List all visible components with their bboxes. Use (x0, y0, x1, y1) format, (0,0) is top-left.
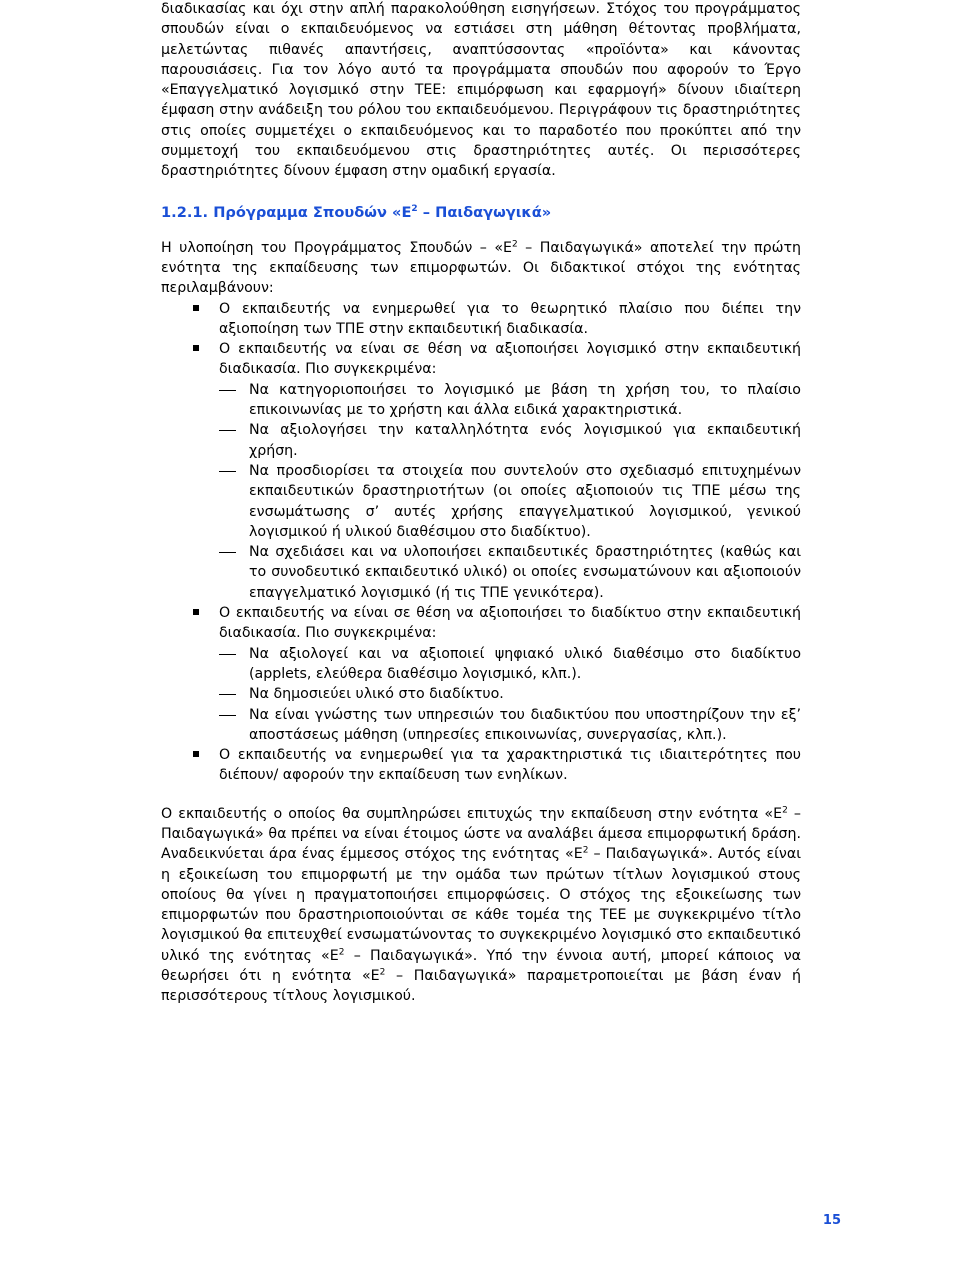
objective-subitems (219, 644, 801, 745)
square-bullet-icon (193, 751, 199, 757)
sub-item: Να κατηγοριοποιήσει το λογισμικό με βάση τη χρήση του, το πλαίσιο επικοινωνίας με το χρήστη και άλλα ειδικά χαρακτηριστικά. (161, 380, 801, 421)
section-intro-paragraph: Η υλοποίηση του Προγράμματος Σπουδών – «$E^2$ – Παιδαγωγικά» αποτελεί την πρώτη ενότητα της εκπαίδευσης των επιμορφωτών. Οι διδακτικοί στόχοι της ενότητας περιλαμβάνουν: (161, 238, 802, 297)
dash-bullet-icon (219, 430, 236, 431)
objective-item: Ο εκπαιδευτής να ενημερωθεί για τα χαρακτηριστικά τις ιδιαιτερότητες που διέπουν/ αφορούν την εκπαίδευση των ενηλίκων. (161, 745, 801, 786)
dash-bullet-icon (219, 552, 236, 553)
sub-item: Να προσδιορίσει τα στοιχεία που συντελούν στο σχεδιασμό επιτυχημένων εκπαιδευτικών δραστηριοτήτων (οι οποίες αξιοποιούν τις ΤΠΕ μέσω της ενσωμάτωσης σ’ αυτές χρήσης επαγγελματικού λογισμικού, γενικού λογισμικού ή υλικού διαθέσιμου στο διαδίκτυο). (161, 461, 801, 542)
dash-bullet-icon (219, 471, 236, 472)
square-bullet-icon (193, 305, 199, 311)
section-number: 1.2.1. (161, 203, 209, 221)
objectives-list (161, 299, 801, 786)
square-bullet-icon (193, 609, 199, 615)
objective-item: Ο εκπαιδευτής να είναι σε θέση να αξιοποιήσει λογισμικό στην εκπαιδευτική διαδικασία. Πιο συγκεκριμένα: Να κατηγοριοποιήσει το λογισμικό με βάση τη χρήση του, το πλαίσιο επικοινωνίας με το χρήστη και άλλα ειδικά χαρακτηριστικά. Να αξιολογήσει την καταλληλότητα ενός λογισμικού για εκπαιδευτική χρήση. Να προσδιορίσει τα στοιχεία που συντελούν στο σχεδιασμό επιτυχημένων εκπαιδευτικών δραστηριοτήτων (οι οποίες αξιοποιούν τις ΤΠΕ μέσω της ενσωμάτωσης σ’ αυτές χρήσης επαγγελματικού λογισμικού, γενικού λογισμικού ή υλικού διαθέσιμου στο διαδίκτυο). Να σχεδιάσει και να υλοποιήσει εκπαιδευτικές δραστηριότητες (καθώς και το συνοδευτικό εκπαιδευτικό υλικό) οι οποίες ενσωματώνουν και αξιοποιούν επαγγελματικό λογισμικό (ή τις ΤΠΕ γενικότερα). (161, 339, 801, 603)
sub-item: Να δημοσιεύει υλικό στο διαδίκτυο. (161, 684, 801, 704)
document-page (161, 0, 801, 1007)
objective-item: Ο εκπαιδευτής να είναι σε θέση να αξιοποιήσει το διαδίκτυο στην εκπαιδευτική διαδικασία. Πιο συγκεκριμένα: Να αξιολογεί και να αξιοποιεί ψηφιακό υλικό διαθέσιμο στο διαδίκτυο (applets, ελεύθερα διαθέσιμο λογισμικό, κλπ.). Να δημοσιεύει υλικό στο διαδίκτυο. Να είναι γνώστης των υπηρεσιών του διαδικτύου που υποστηρίζουν την εξ’ αποστάσεως μάθηση (υπηρεσίες επικοινωνίας, συνεργασίας, κλπ.). (161, 603, 801, 745)
page-number: 15 (822, 1213, 841, 1228)
sub-item: Να αξιολογεί και να αξιοποιεί ψηφιακό υλικό διαθέσιμο στο διαδίκτυο (applets, ελεύθερα διαθέσιμο λογισμικό, κλπ.). (161, 644, 801, 685)
sub-item: Να σχεδιάσει και να υλοποιήσει εκπαιδευτικές δραστηριότητες (καθώς και το συνοδευτικό εκπαιδευτικό υλικό) οι οποίες ενσωματώνουν και αξιοποιούν επαγγελματικό λογισμικό (ή τις ΤΠΕ γενικότερα). (161, 542, 801, 603)
dash-bullet-icon (219, 694, 236, 695)
sub-item: Να είναι γνώστης των υπηρεσιών του διαδικτύου που υποστηρίζουν την εξ’ αποστάσεως μάθηση (υπηρεσίες επικοινωνίας, συνεργασίας, κλπ.). (161, 705, 801, 746)
objective-item: Ο εκπαιδευτής να ενημερωθεί για το θεωρητικό πλαίσιο που διέπει την αξιοποίηση των ΤΠΕ στην εκπαιδευτική διαδικασία. (161, 299, 801, 340)
section-heading (161, 202, 801, 224)
closing-paragraph: Ο εκπαιδευτής ο οποίος θα συμπληρώσει επιτυχώς την εκπαίδευση στην ενότητα «$E^2$ – Παιδαγωγικά» θα πρέπει να είναι έτοιμος ώστε να αναλάβει άμεσα επιμορφωτική δράση. Αναδεικνύεται άρα ένας έμμεσος στόχος της ενότητας «$E^2$ – Παιδαγωγικά». Αυτός είναι η εξοικείωση του επιμορφωτή με την ομάδα των πρώτων τίτλων λογισμικού στους οποίους θα γίνει η πραγματοποιήσει επιμορφώσεις. Ο στόχος της εξοικείωσης των επιμορφωτών που δραστηριοποιούνται σε κάθε τομέα της ΤΕΕ με συγκεκριμένο τίτλο λογισμικού θα επιτευχθεί ενσωματώνοντας το συγκεκριμένο λογισμικό στο εκπαιδευτικό υλικό της ενότητας «$E^2$ – Παιδαγωγικά». Υπό την έννοια αυτή, μπορεί κάποιος να θεωρήσει ότι η ενότητα «$E^2$ – Παιδαγωγικά» παραμετροποιείται με βάση έναν ή περισσότερους τίτλους λογισμικού. (161, 804, 801, 1005)
square-bullet-icon (193, 345, 199, 351)
sub-item: Να αξιολογήσει την καταλληλότητα ενός λογισμικού για εκπαιδευτική χρήση. (161, 420, 801, 461)
section-title: Πρόγραμμα Σπουδών «$E^2$ – Παιδαγωγικά» (213, 203, 552, 221)
dash-bullet-icon (219, 390, 236, 391)
intro-paragraph: διαδικασίας και όχι στην απλή παρακολούθηση εισηγήσεων. Στόχος του προγράμματος σπουδών είναι ο εκπαιδευόμενος να εστιάσει στη μάθηση θέτοντας προβλήματα, μελετώντας πιθανές απαντήσεις, αναπτύσσοντας «προϊόντα» και κάνοντας παρουσιάσεις. Για τον λόγο αυτό τα προγράμματα σπουδών που αφορούν το Έργο «Επαγγελματικό λογισμικό στην ΤΕΕ: επιμόρφωση και εφαρμογή» δίνουν ιδιαίτερη έμφαση στην ανάδειξη του ρόλου του εκπαιδευόμενου. Περιγράφουν τις δραστηριότητες στις οποίες συμμετέχει ο εκπαιδευόμενος και το παραδοτέο που προκύπτει από την συμμετοχή του εκπαιδευόμενου στις δραστηριότητες αυτές. Οι περισσότερες δραστηριότητες δίνουν έμφαση στην ομαδική εργασία. (161, 1, 801, 180)
dash-bullet-icon (219, 654, 236, 655)
dash-bullet-icon (219, 715, 236, 716)
objective-subitems (219, 380, 801, 603)
